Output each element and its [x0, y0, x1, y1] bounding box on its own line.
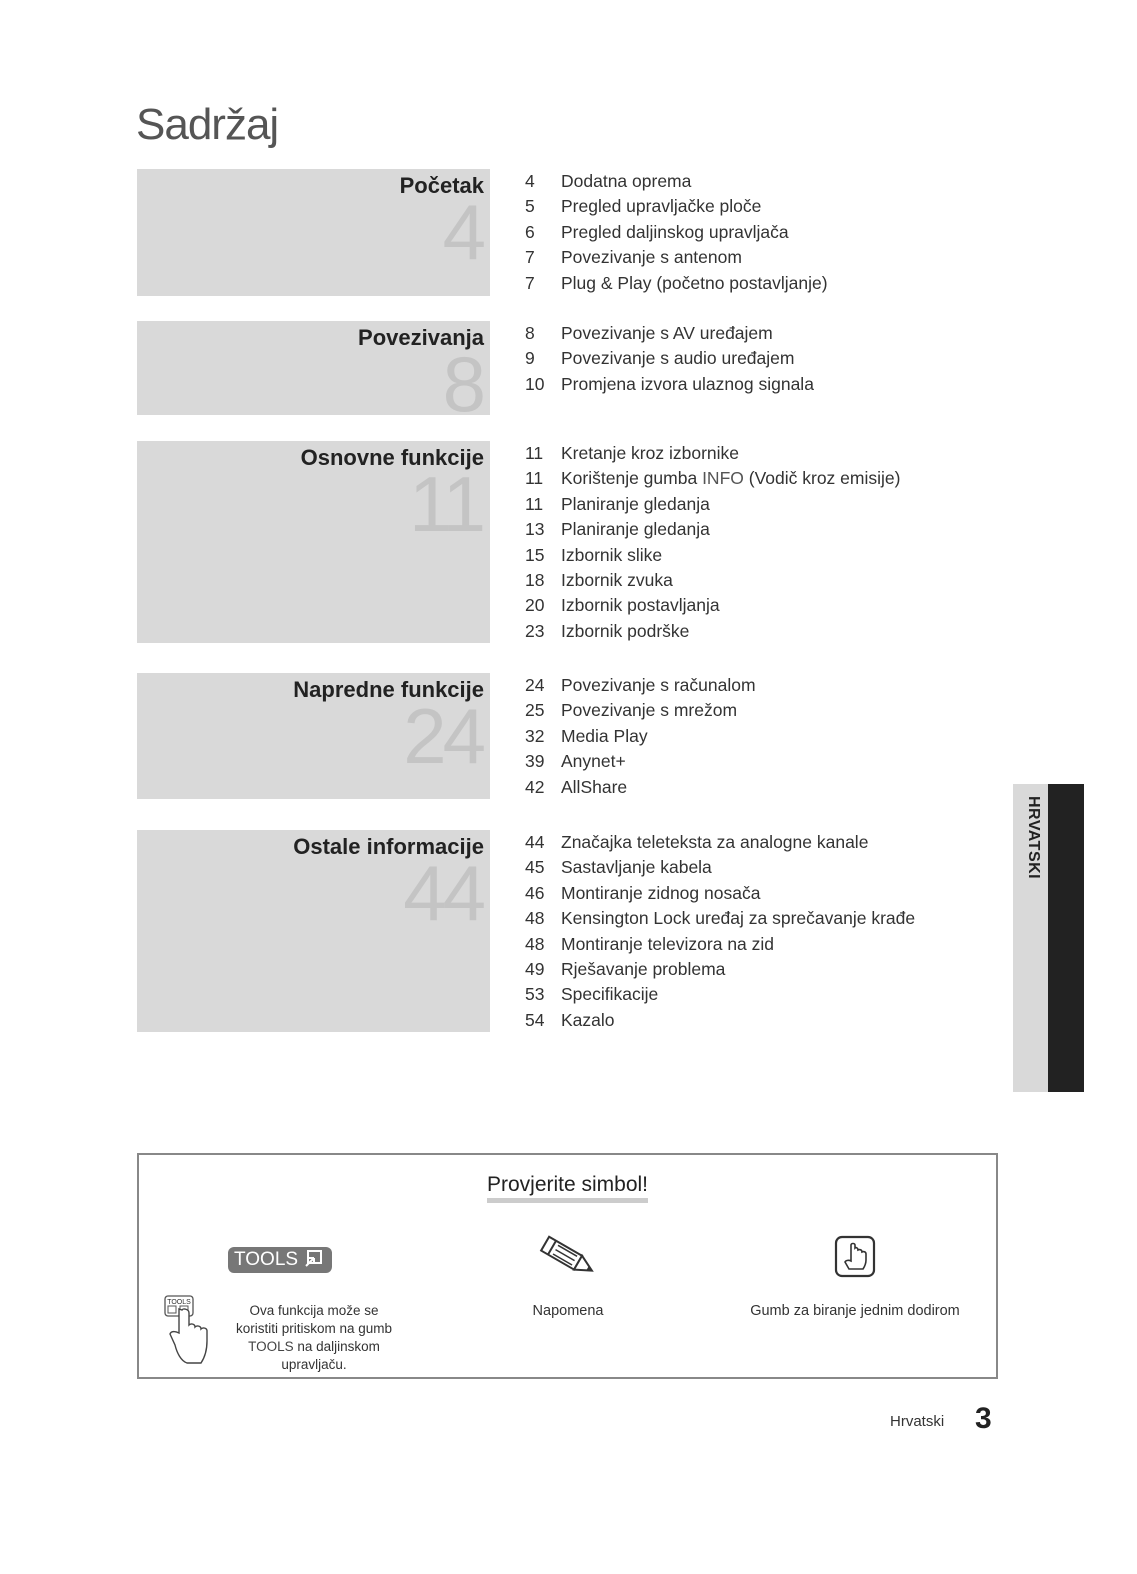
language-tab	[1013, 784, 1084, 1092]
toc-text: Povezivanje s audio uređajem	[561, 348, 795, 369]
toc-text: Media Play	[561, 725, 648, 746]
toc-entry[interactable]	[525, 245, 828, 270]
info-button-name: INFO	[702, 468, 744, 489]
language-tab-marker	[1048, 784, 1084, 1092]
toc-page: 11	[525, 443, 544, 463]
toc-page: 53	[525, 984, 545, 1005]
toc-entry[interactable]	[525, 775, 756, 800]
language-tab-label: HRVATSKI	[1025, 796, 1042, 880]
toc-entry[interactable]	[525, 466, 900, 491]
section-title: Osnovne funkcije	[300, 445, 484, 470]
section-title: Početak	[399, 173, 484, 198]
toc-list-ostale-informacije	[525, 830, 915, 1033]
toc-list-povezivanja	[525, 321, 814, 397]
section-box-napredne-funkcije	[137, 673, 490, 799]
toc-entry[interactable]	[525, 932, 915, 957]
toc-text: Kensington Lock uređaj za sprečavanje krađe	[561, 908, 916, 929]
footer-page-number: 3	[975, 1402, 992, 1435]
toc-page: 48	[525, 933, 545, 954]
toc-page: 49	[525, 958, 545, 979]
one-touch-button-icon	[834, 1235, 876, 1279]
tools-arrow-icon	[305, 1249, 323, 1267]
tools-icon-label: TOOLS	[167, 1299, 191, 1306]
toc-text: Pregled daljinskog upravljača	[561, 221, 789, 242]
toc-text: Značajka teleteksta za analogne kanale	[561, 832, 869, 852]
toc-entry[interactable]	[525, 673, 756, 698]
toc-text: Izbornik postavljanja	[561, 595, 720, 616]
toc-text: Izbornik zvuka	[561, 569, 673, 590]
toc-entry[interactable]	[525, 906, 915, 931]
section-title: Napredne funkcije	[293, 677, 484, 702]
section-page-number: 24	[403, 692, 482, 780]
section-page-number: 44	[403, 849, 482, 937]
toc-entry[interactable]	[525, 441, 900, 466]
toc-entry[interactable]	[525, 372, 814, 397]
toc-text: Planiranje gledanja	[561, 519, 710, 540]
toc-text: Plug & Play (početno postavljanje)	[561, 272, 828, 293]
pencil-note-icon	[533, 1233, 603, 1283]
toc-entry[interactable]	[525, 543, 900, 568]
toc-page: 25	[525, 700, 545, 721]
toc-page: 32	[525, 725, 545, 746]
toc-text: Kazalo	[561, 1009, 615, 1030]
toc-entry[interactable]	[525, 593, 900, 618]
toc-entry[interactable]	[525, 619, 900, 644]
tools-badge	[228, 1247, 332, 1273]
toc-text-part: Korištenje gumba	[561, 468, 703, 489]
toc-entry[interactable]	[525, 169, 828, 194]
toc-text: Kretanje kroz izbornike	[561, 443, 739, 463]
toc-page: 10	[525, 373, 545, 394]
toc-text: Povezivanje s antenom	[561, 247, 742, 268]
toc-text: AllShare	[561, 776, 628, 797]
toc-page: 42	[525, 776, 545, 797]
toc-page: 9	[525, 348, 535, 369]
toc-entry[interactable]	[525, 957, 915, 982]
toc-text	[561, 468, 900, 488]
toc-page: 39	[525, 751, 545, 772]
toc-text: Specifikacije	[561, 984, 659, 1005]
toc-text: Dodatna oprema	[561, 171, 692, 191]
toc-page: 45	[525, 857, 545, 878]
toc-page: 24	[525, 675, 545, 695]
footer-language: Hrvatski	[890, 1413, 945, 1430]
toc-page: 5	[525, 196, 535, 217]
toc-text: Montiranje televizora na zid	[561, 933, 775, 954]
toc-text: Povezivanje s računalom	[561, 675, 756, 695]
section-title: Ostale informacije	[293, 834, 484, 859]
toc-page: 7	[525, 247, 535, 268]
toc-text-part: (Vodič kroz emisije)	[743, 468, 901, 489]
section-title: Povezivanja	[358, 325, 484, 350]
toc-page: 20	[525, 595, 545, 616]
toc-page: 8	[525, 323, 535, 343]
toc-entry[interactable]	[525, 194, 828, 219]
toc-page: 11	[525, 493, 544, 514]
toc-list-napredne-funkcije	[525, 673, 756, 800]
toc-entry[interactable]	[525, 492, 900, 517]
toc-entry[interactable]	[525, 698, 756, 723]
toc-text: Izbornik slike	[561, 544, 663, 565]
section-box-ostale-informacije	[137, 830, 490, 1032]
toc-page: 18	[525, 569, 545, 590]
toc-page: 46	[525, 882, 545, 903]
toc-page: 11	[525, 468, 544, 489]
section-box-osnovne-funkcije	[137, 441, 490, 643]
tools-caption-bold: TOOLS	[248, 1339, 294, 1354]
toc-page: 4	[525, 171, 535, 191]
toc-entry[interactable]	[525, 568, 900, 593]
toc-text: Povezivanje s mrežom	[561, 700, 738, 721]
toc-text: Povezivanje s AV uređajem	[561, 323, 773, 343]
toc-page: 54	[525, 1009, 545, 1030]
toc-entry[interactable]	[525, 830, 915, 855]
toc-entry[interactable]	[525, 749, 756, 774]
toc-entry[interactable]	[525, 881, 915, 906]
toc-page: 13	[525, 519, 545, 540]
toc-text: Pregled upravljačke ploče	[561, 196, 762, 217]
toc-text: Izbornik podrške	[561, 620, 690, 641]
touch-caption: Gumb za biranje jednim dodirom	[750, 1303, 960, 1319]
toc-entry[interactable]	[525, 724, 756, 749]
toc-list-pocetak	[525, 169, 828, 296]
toc-text: Montiranje zidnog nosača	[561, 882, 761, 903]
section-page-number: 4	[442, 188, 482, 276]
toc-page: 48	[525, 908, 545, 929]
tools-badge-label: TOOLS	[234, 1249, 299, 1270]
section-page-number: 8	[442, 340, 482, 428]
toc-list-osnovne-funkcije	[525, 441, 900, 644]
toc-entry[interactable]	[525, 346, 814, 371]
toc-page: 23	[525, 620, 545, 641]
symbol-legend-box	[137, 1153, 998, 1379]
section-box-pocetak	[137, 169, 490, 296]
toc-page: 7	[525, 272, 535, 293]
hand-pressing-remote-icon	[161, 1293, 213, 1367]
toc-page: 6	[525, 221, 535, 242]
page-title: Sadržaj	[136, 100, 279, 149]
toc-text: Sastavljanje kabela	[561, 857, 712, 878]
toc-entry[interactable]	[525, 220, 828, 245]
toc-entry[interactable]	[525, 982, 915, 1007]
toc-entry[interactable]	[525, 1008, 915, 1033]
toc-text: Promjena izvora ulaznog signala	[561, 373, 814, 394]
section-page-number: 11	[409, 460, 482, 548]
note-caption: Napomena	[532, 1303, 604, 1319]
section-box-povezivanja	[137, 321, 490, 428]
tools-caption: Ova funkcija može se koristiti pritiskom na gumb TOOLS na daljinskom upravljaču.	[235, 1303, 393, 1372]
toc-entry[interactable]	[525, 517, 900, 542]
toc-text: Planiranje gledanja	[561, 493, 710, 514]
toc-entry[interactable]	[525, 321, 814, 346]
toc-text: Rješavanje problema	[561, 958, 726, 979]
toc-entry[interactable]	[525, 855, 915, 880]
symbol-legend-title: Provjerite simbol!	[139, 1173, 996, 1197]
toc-text: Anynet+	[561, 751, 626, 772]
toc-page: 44	[525, 832, 545, 852]
toc-entry[interactable]	[525, 271, 828, 296]
toc-page: 15	[525, 544, 545, 565]
